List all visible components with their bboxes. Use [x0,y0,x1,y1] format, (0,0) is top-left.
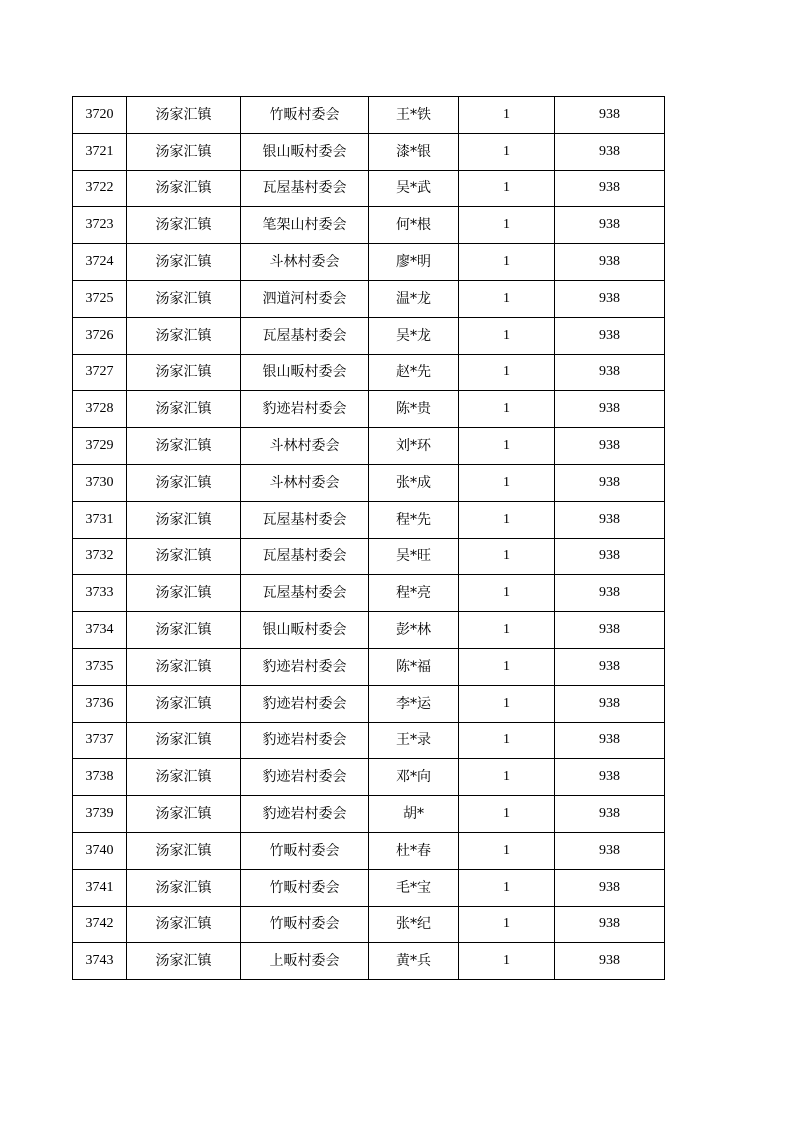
records-table [72,96,665,980]
cell-name: 吴*龙 [369,317,459,354]
cell-id: 3727 [73,354,127,391]
cell-id: 3741 [73,869,127,906]
cell-amount: 938 [555,722,665,759]
cell-amount: 938 [555,906,665,943]
cell-amount: 938 [555,575,665,612]
table-row [73,207,665,244]
cell-id: 3743 [73,943,127,980]
cell-town: 汤家汇镇 [127,575,241,612]
cell-village: 斗林村委会 [241,428,369,465]
cell-town: 汤家汇镇 [127,685,241,722]
cell-village: 斗林村委会 [241,244,369,281]
cell-count: 1 [459,133,555,170]
cell-village: 瓦屋基村委会 [241,170,369,207]
cell-village: 豹迹岩村委会 [241,648,369,685]
table-row [73,648,665,685]
cell-id: 3732 [73,538,127,575]
cell-count: 1 [459,906,555,943]
cell-town: 汤家汇镇 [127,391,241,428]
cell-town: 汤家汇镇 [127,722,241,759]
cell-id: 3730 [73,464,127,501]
cell-count: 1 [459,464,555,501]
cell-id: 3721 [73,133,127,170]
cell-name: 李*运 [369,685,459,722]
cell-town: 汤家汇镇 [127,354,241,391]
cell-amount: 938 [555,464,665,501]
table-row [73,869,665,906]
records-table-body [73,97,665,980]
cell-name: 廖*明 [369,244,459,281]
cell-amount: 938 [555,501,665,538]
cell-count: 1 [459,207,555,244]
cell-name: 陈*贵 [369,391,459,428]
table-row [73,612,665,649]
cell-id: 3734 [73,612,127,649]
table-row [73,170,665,207]
cell-town: 汤家汇镇 [127,97,241,134]
cell-amount: 938 [555,869,665,906]
cell-village: 竹畈村委会 [241,906,369,943]
cell-name: 王*铁 [369,97,459,134]
cell-count: 1 [459,796,555,833]
cell-name: 刘*环 [369,428,459,465]
cell-count: 1 [459,612,555,649]
cell-village: 豹迹岩村委会 [241,685,369,722]
cell-amount: 938 [555,685,665,722]
cell-village: 瓦屋基村委会 [241,575,369,612]
cell-name: 吴*旺 [369,538,459,575]
cell-id: 3738 [73,759,127,796]
cell-id: 3739 [73,796,127,833]
table-row [73,317,665,354]
cell-name: 张*纪 [369,906,459,943]
cell-count: 1 [459,648,555,685]
cell-name: 程*先 [369,501,459,538]
table-row [73,464,665,501]
cell-id: 3735 [73,648,127,685]
cell-town: 汤家汇镇 [127,501,241,538]
cell-village: 银山畈村委会 [241,133,369,170]
cell-town: 汤家汇镇 [127,207,241,244]
cell-amount: 938 [555,832,665,869]
table-row [73,575,665,612]
cell-id: 3722 [73,170,127,207]
cell-village: 豹迹岩村委会 [241,796,369,833]
table-row [73,501,665,538]
cell-count: 1 [459,280,555,317]
cell-village: 竹畈村委会 [241,832,369,869]
cell-town: 汤家汇镇 [127,464,241,501]
table-row [73,354,665,391]
cell-count: 1 [459,501,555,538]
cell-town: 汤家汇镇 [127,759,241,796]
cell-name: 胡* [369,796,459,833]
table-row [73,722,665,759]
cell-name: 黄*兵 [369,943,459,980]
cell-amount: 938 [555,244,665,281]
cell-name: 吴*武 [369,170,459,207]
cell-amount: 938 [555,648,665,685]
table-row [73,244,665,281]
cell-id: 3728 [73,391,127,428]
cell-village: 斗林村委会 [241,464,369,501]
cell-town: 汤家汇镇 [127,133,241,170]
cell-name: 何*根 [369,207,459,244]
cell-id: 3729 [73,428,127,465]
cell-amount: 938 [555,170,665,207]
cell-count: 1 [459,354,555,391]
table-row [73,538,665,575]
cell-amount: 938 [555,97,665,134]
table-row [73,391,665,428]
cell-name: 彭*林 [369,612,459,649]
cell-amount: 938 [555,391,665,428]
cell-name: 程*亮 [369,575,459,612]
table-row [73,280,665,317]
cell-amount: 938 [555,354,665,391]
cell-town: 汤家汇镇 [127,648,241,685]
cell-town: 汤家汇镇 [127,796,241,833]
cell-village: 豹迹岩村委会 [241,722,369,759]
cell-count: 1 [459,575,555,612]
cell-town: 汤家汇镇 [127,244,241,281]
cell-name: 邓*向 [369,759,459,796]
cell-name: 杜*春 [369,832,459,869]
cell-id: 3740 [73,832,127,869]
cell-name: 王*录 [369,722,459,759]
cell-amount: 938 [555,207,665,244]
cell-village: 银山畈村委会 [241,354,369,391]
cell-count: 1 [459,943,555,980]
cell-count: 1 [459,317,555,354]
cell-town: 汤家汇镇 [127,317,241,354]
table-row [73,685,665,722]
cell-village: 瓦屋基村委会 [241,538,369,575]
table-row [73,97,665,134]
cell-amount: 938 [555,280,665,317]
table-row [73,832,665,869]
cell-amount: 938 [555,612,665,649]
cell-count: 1 [459,391,555,428]
cell-count: 1 [459,244,555,281]
cell-count: 1 [459,869,555,906]
cell-town: 汤家汇镇 [127,906,241,943]
cell-count: 1 [459,538,555,575]
cell-amount: 938 [555,538,665,575]
cell-id: 3742 [73,906,127,943]
cell-town: 汤家汇镇 [127,280,241,317]
cell-village: 笔架山村委会 [241,207,369,244]
cell-town: 汤家汇镇 [127,170,241,207]
cell-name: 张*成 [369,464,459,501]
table-row [73,943,665,980]
table-row [73,133,665,170]
cell-town: 汤家汇镇 [127,538,241,575]
cell-name: 陈*福 [369,648,459,685]
table-row [73,428,665,465]
cell-count: 1 [459,722,555,759]
cell-id: 3736 [73,685,127,722]
cell-village: 豹迹岩村委会 [241,759,369,796]
cell-count: 1 [459,170,555,207]
cell-village: 瓦屋基村委会 [241,501,369,538]
cell-town: 汤家汇镇 [127,612,241,649]
cell-town: 汤家汇镇 [127,832,241,869]
cell-id: 3724 [73,244,127,281]
cell-count: 1 [459,759,555,796]
cell-id: 3725 [73,280,127,317]
cell-count: 1 [459,685,555,722]
cell-village: 瓦屋基村委会 [241,317,369,354]
cell-town: 汤家汇镇 [127,869,241,906]
cell-id: 3723 [73,207,127,244]
cell-village: 竹畈村委会 [241,869,369,906]
cell-amount: 938 [555,796,665,833]
cell-amount: 938 [555,943,665,980]
cell-town: 汤家汇镇 [127,428,241,465]
table-row [73,906,665,943]
cell-name: 温*龙 [369,280,459,317]
cell-village: 银山畈村委会 [241,612,369,649]
table-row [73,759,665,796]
cell-count: 1 [459,428,555,465]
cell-count: 1 [459,97,555,134]
cell-amount: 938 [555,133,665,170]
cell-count: 1 [459,832,555,869]
cell-town: 汤家汇镇 [127,943,241,980]
cell-village: 豹迹岩村委会 [241,391,369,428]
cell-id: 3733 [73,575,127,612]
cell-amount: 938 [555,759,665,796]
cell-village: 上畈村委会 [241,943,369,980]
cell-id: 3731 [73,501,127,538]
table-row [73,796,665,833]
cell-amount: 938 [555,317,665,354]
cell-village: 泗道河村委会 [241,280,369,317]
cell-name: 赵*先 [369,354,459,391]
cell-id: 3720 [73,97,127,134]
cell-amount: 938 [555,428,665,465]
cell-id: 3726 [73,317,127,354]
cell-id: 3737 [73,722,127,759]
cell-name: 漆*银 [369,133,459,170]
cell-name: 毛*宝 [369,869,459,906]
cell-village: 竹畈村委会 [241,97,369,134]
